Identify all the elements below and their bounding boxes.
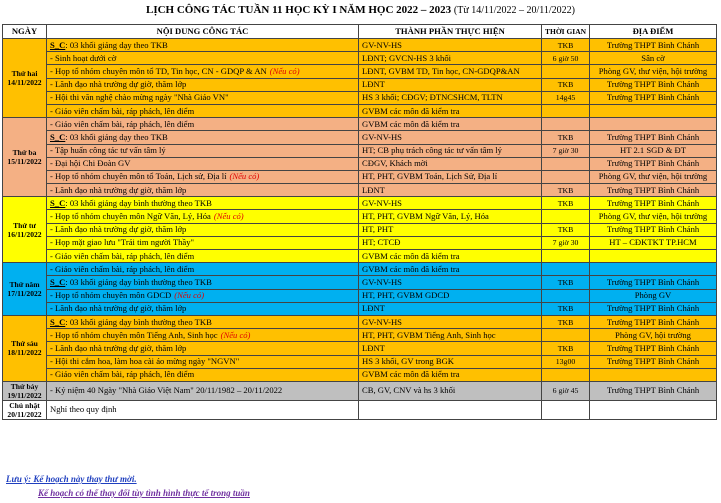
content-cell — [47, 104, 359, 117]
location-cell — [590, 104, 717, 117]
table-row — [3, 355, 717, 368]
content-cell — [47, 329, 359, 342]
location-cell: Trường THPT Bình Chánh — [590, 355, 717, 368]
content-text: - Sinh hoạt dưới cờ — [50, 52, 117, 63]
location-cell: Phòng GV, thư viện, hội trường — [590, 65, 717, 78]
participants-cell: GV-NV-HS — [359, 39, 542, 52]
time-cell — [542, 263, 590, 276]
content-text: - Hội thi cắm hoa, làm hoa cài áo mừng ngày "NGVN" — [50, 356, 240, 367]
content-cell — [47, 368, 359, 381]
content-cell — [47, 52, 359, 65]
content-text: - Giáo viên chấm bài, ráp phách, lên điểm — [50, 105, 195, 116]
content-text: - Lãnh đạo nhà trường dự giờ, thăm lớp — [50, 79, 187, 90]
participants-cell: HS 3 khối, GV trong BGK — [359, 355, 542, 368]
location-cell: Trường THPT Bình Chánh — [590, 39, 717, 52]
participants-cell: HT; CTCĐ — [359, 236, 542, 249]
location-cell: Trường THPT Bình Chánh — [590, 78, 717, 91]
content-cell — [47, 381, 359, 400]
participants-cell — [359, 400, 542, 419]
time-cell — [542, 118, 590, 131]
table-row — [3, 104, 717, 117]
table-row — [3, 39, 717, 52]
table-row — [3, 131, 717, 144]
content-text: - Giáo viên chấm bài, ráp phách, lên điểm — [50, 369, 195, 380]
participants-cell: LĐNT — [359, 78, 542, 91]
footnote-2: Kế hoạch có thể thay đổi tùy tình hình thực tế trong tuần — [38, 488, 250, 498]
table-row — [3, 236, 717, 249]
time-cell — [542, 157, 590, 170]
participants-cell: CB, GV, CNV và hs 3 khối — [359, 381, 542, 400]
optional-note: (Nếu có) — [229, 171, 260, 182]
content-text: : 03 khối giảng dạy theo TKB — [65, 131, 168, 142]
content-text: - Lãnh đạo nhà trường dự giờ, thăm lớp — [50, 184, 187, 195]
participants-cell: GVBM các môn đã kiểm tra — [359, 263, 542, 276]
time-cell: TKB — [542, 342, 590, 355]
content-text: - Giáo viên chấm bài, ráp phách, lên điểm — [50, 118, 195, 129]
content-text: - Họp tổ nhóm chuyên môn Tiếng Anh, Sinh học — [50, 329, 218, 340]
table-row — [3, 368, 717, 381]
participants-cell: GVBM các môn đã kiểm tra — [359, 368, 542, 381]
content-text: : 03 khối giảng dạy bình thường theo TKB — [65, 276, 212, 287]
table-row — [3, 144, 717, 157]
location-cell — [590, 118, 717, 131]
content-cell — [47, 197, 359, 210]
table-row — [3, 65, 717, 78]
location-cell: Trường THPT Bình Chánh — [590, 381, 717, 400]
day-cell: Thứ tư 16/11/2022 — [3, 197, 47, 263]
day-cell: Thứ năm 17/11/2022 — [3, 263, 47, 316]
table-row — [3, 197, 717, 210]
time-cell — [542, 65, 590, 78]
location-cell: Trường THPT Bình Chánh — [590, 157, 717, 170]
page-title — [0, 4, 721, 16]
participants-cell: CĐGV, Khách mời — [359, 157, 542, 170]
day-cell: Thứ bảy 19/11/2022 — [3, 381, 47, 400]
header-content: NỘI DUNG CÔNG TÁC — [47, 25, 359, 39]
content-text: - Họp tổ nhóm chuyên môn tổ Toán, Lịch sử, Địa lí — [50, 171, 227, 182]
location-cell: Phòng GV, thư viện, hội trường — [590, 170, 717, 183]
content-text: - Lãnh đạo nhà trường dự giờ, thăm lớp — [50, 224, 187, 235]
participants-cell: LĐNT — [359, 184, 542, 197]
content-cell — [47, 91, 359, 104]
location-cell: Trường THPT Bình Chánh — [590, 302, 717, 315]
day-cell: Thứ sáu 18/11/2022 — [3, 315, 47, 381]
content-text: - Họp tổ nhóm chuyên môn Ngữ Văn, Lý, Hóa — [50, 211, 211, 222]
content-cell — [47, 223, 359, 236]
location-cell: Phòng GV, thư viện, hội trường — [590, 210, 717, 223]
time-cell — [542, 104, 590, 117]
content-text: : 03 khối giảng dạy bình thường theo TKB — [65, 316, 212, 327]
content-cell — [47, 144, 359, 157]
location-cell: Trường THPT Bình Chánh — [590, 131, 717, 144]
header-participants: THÀNH PHẦN THỰC HIỆN — [359, 25, 542, 39]
time-cell — [542, 170, 590, 183]
content-cell — [47, 65, 359, 78]
participants-cell: HT, PHT, GVBM Toán, Lịch Sử, Địa lí — [359, 170, 542, 183]
content-cell — [47, 302, 359, 315]
time-cell: TKB — [542, 276, 590, 289]
location-cell — [590, 250, 717, 263]
session-prefix: S_C — [50, 316, 66, 327]
time-cell — [542, 289, 590, 302]
location-cell: Trường THPT Bình Chánh — [590, 315, 717, 328]
content-text: : 03 khối giảng dạy theo TKB — [65, 39, 168, 50]
content-text: - Kỷ niệm 40 Ngày "Nhà Giáo Việt Nam" 20/11/1982 – 20/11/2022 — [50, 385, 283, 396]
participants-cell: HS 3 khối; CĐGV; ĐTNCSHCM, TLTN — [359, 91, 542, 104]
participants-cell: GV-NV-HS — [359, 276, 542, 289]
schedule-table — [2, 24, 717, 420]
time-cell — [542, 210, 590, 223]
table-row — [3, 223, 717, 236]
table-row — [3, 315, 717, 328]
participants-cell: GV-NV-HS — [359, 131, 542, 144]
time-cell: TKB — [542, 302, 590, 315]
location-cell: HT 2.1 SGD & ĐT — [590, 144, 717, 157]
time-cell: 13g00 — [542, 355, 590, 368]
optional-note: (Nếu có) — [269, 65, 300, 76]
location-cell: Trường THPT Bình Chánh — [590, 276, 717, 289]
location-cell: Trường THPT Bình Chánh — [590, 223, 717, 236]
content-text: - Lãnh đạo nhà trường dự giờ, thăm lớp — [50, 303, 187, 314]
session-prefix: S_C — [50, 131, 66, 142]
content-text: Nghỉ theo quy định — [50, 404, 117, 415]
content-text: - Họp tổ nhóm chuyên môn tổ TD, Tin học, CN - GDQP & AN — [50, 65, 267, 76]
table-row — [3, 342, 717, 355]
footnote-1: Lưu ý: Kế hoạch này thay thư mời. — [6, 474, 137, 484]
participants-cell: LĐNT, GVBM TD, Tin học, CN-GDQP&AN — [359, 65, 542, 78]
content-cell — [47, 342, 359, 355]
date-range: (Từ 14/11/2022 – 20/11/2022) — [453, 5, 575, 16]
time-cell: 6 giờ 50 — [542, 52, 590, 65]
optional-note: (Nếu có) — [213, 211, 244, 222]
time-cell: TKB — [542, 197, 590, 210]
content-cell — [47, 236, 359, 249]
participants-cell: LĐNT — [359, 342, 542, 355]
optional-note: (Nếu có) — [220, 329, 251, 340]
table-row — [3, 91, 717, 104]
table-row — [3, 400, 717, 419]
content-text: - Đại hội Chi Đoàn GV — [50, 158, 131, 169]
time-cell: 6 giờ 45 — [542, 381, 590, 400]
time-cell — [542, 400, 590, 419]
location-cell — [590, 263, 717, 276]
content-cell — [47, 170, 359, 183]
table-row — [3, 78, 717, 91]
table-row — [3, 329, 717, 342]
content-cell — [47, 157, 359, 170]
table-row — [3, 52, 717, 65]
participants-cell: HT, PHT, GVBM GDCD — [359, 289, 542, 302]
schedule-title: LỊCH CÔNG TÁC TUẦN 11 HỌC KỲ I NĂM HỌC 2022 – 2023 — [146, 4, 452, 16]
participants-cell: GV-NV-HS — [359, 315, 542, 328]
session-prefix: S_C — [50, 276, 66, 287]
day-cell: Chủ nhật 20/11/2022 — [3, 400, 47, 419]
location-cell: Phòng GV — [590, 289, 717, 302]
location-cell: Trường THPT Bình Chánh — [590, 342, 717, 355]
location-cell — [590, 368, 717, 381]
content-cell — [47, 39, 359, 52]
content-text: - Giáo viên chấm bài, ráp phách, lên điểm — [50, 263, 195, 274]
time-cell: TKB — [542, 39, 590, 52]
participants-cell: HT, PHT — [359, 223, 542, 236]
table-row — [3, 302, 717, 315]
time-cell: TKB — [542, 131, 590, 144]
location-cell: Phòng GV, hội trường — [590, 329, 717, 342]
time-cell: TKB — [542, 78, 590, 91]
time-cell — [542, 329, 590, 342]
content-cell — [47, 78, 359, 91]
table-row — [3, 381, 717, 400]
content-cell — [47, 289, 359, 302]
session-prefix: S_C — [50, 39, 66, 50]
content-cell — [47, 184, 359, 197]
table-row — [3, 184, 717, 197]
time-cell: 7 giờ 30 — [542, 144, 590, 157]
content-text: - Lãnh đạo nhà trường dự giờ, thăm lớp — [50, 342, 187, 353]
time-cell: 14g45 — [542, 91, 590, 104]
participants-cell: GVBM các môn đã kiểm tra — [359, 104, 542, 117]
table-row — [3, 276, 717, 289]
participants-cell: HT, PHT, GVBM Tiếng Anh, Sinh học — [359, 329, 542, 342]
header-time: THỜI GIAN — [542, 25, 590, 39]
header-location: ĐỊA ĐIỂM — [590, 25, 717, 39]
content-text: : 03 khối giảng dạy bình thường theo TKB — [65, 197, 212, 208]
table-row — [3, 263, 717, 276]
time-cell: TKB — [542, 223, 590, 236]
table-row — [3, 289, 717, 302]
content-cell — [47, 400, 359, 419]
table-row — [3, 118, 717, 131]
participants-cell: GV-NV-HS — [359, 197, 542, 210]
day-cell: Thứ hai 14/11/2022 — [3, 39, 47, 118]
participants-cell: GVBM các môn đã kiểm tra — [359, 250, 542, 263]
time-cell — [542, 368, 590, 381]
location-cell: Trường THPT Bình Chánh — [590, 91, 717, 104]
content-cell — [47, 315, 359, 328]
table-row — [3, 157, 717, 170]
content-text: - Họp tổ nhóm chuyên môn GDCD — [50, 290, 172, 301]
table-row — [3, 170, 717, 183]
optional-note: (Nếu có) — [174, 290, 205, 301]
location-cell: Sân cờ — [590, 52, 717, 65]
day-cell: Thứ ba 15/11/2022 — [3, 118, 47, 197]
header-day: NGÀY — [3, 25, 47, 39]
header-row — [3, 25, 717, 39]
time-cell: TKB — [542, 184, 590, 197]
time-cell: 7 giờ 30 — [542, 236, 590, 249]
location-cell: Trường THPT Bình Chánh — [590, 197, 717, 210]
participants-cell: LĐNT; GVCN-HS 3 khối — [359, 52, 542, 65]
content-text: - Tập huấn công tác tư vấn tâm lý — [50, 145, 166, 156]
content-cell — [47, 131, 359, 144]
content-cell — [47, 118, 359, 131]
time-cell: TKB — [542, 315, 590, 328]
session-prefix: S_C — [50, 197, 66, 208]
participants-cell: LĐNT — [359, 302, 542, 315]
content-text: - Họp mặt giao lưu "Trái tim người Thầy" — [50, 237, 195, 248]
participants-cell: HT; CB phụ trách công tác tư vấn tâm lý — [359, 144, 542, 157]
participants-cell: HT, PHT, GVBM Ngữ Văn, Lý, Hóa — [359, 210, 542, 223]
table-row — [3, 210, 717, 223]
participants-cell: GVBM các môn đã kiểm tra — [359, 118, 542, 131]
location-cell — [590, 400, 717, 419]
time-cell — [542, 250, 590, 263]
location-cell: HT – CĐKTKT TP.HCM — [590, 236, 717, 249]
content-cell — [47, 276, 359, 289]
content-text: - Giáo viên chấm bài, ráp phách, lên điểm — [50, 250, 195, 261]
content-cell — [47, 250, 359, 263]
table-row — [3, 250, 717, 263]
content-text: - Hội thi văn nghệ chào mừng ngày "Nhà Giáo VN" — [50, 92, 229, 103]
content-cell — [47, 355, 359, 368]
content-cell — [47, 210, 359, 223]
location-cell: Trường THPT Bình Chánh — [590, 184, 717, 197]
content-cell — [47, 263, 359, 276]
